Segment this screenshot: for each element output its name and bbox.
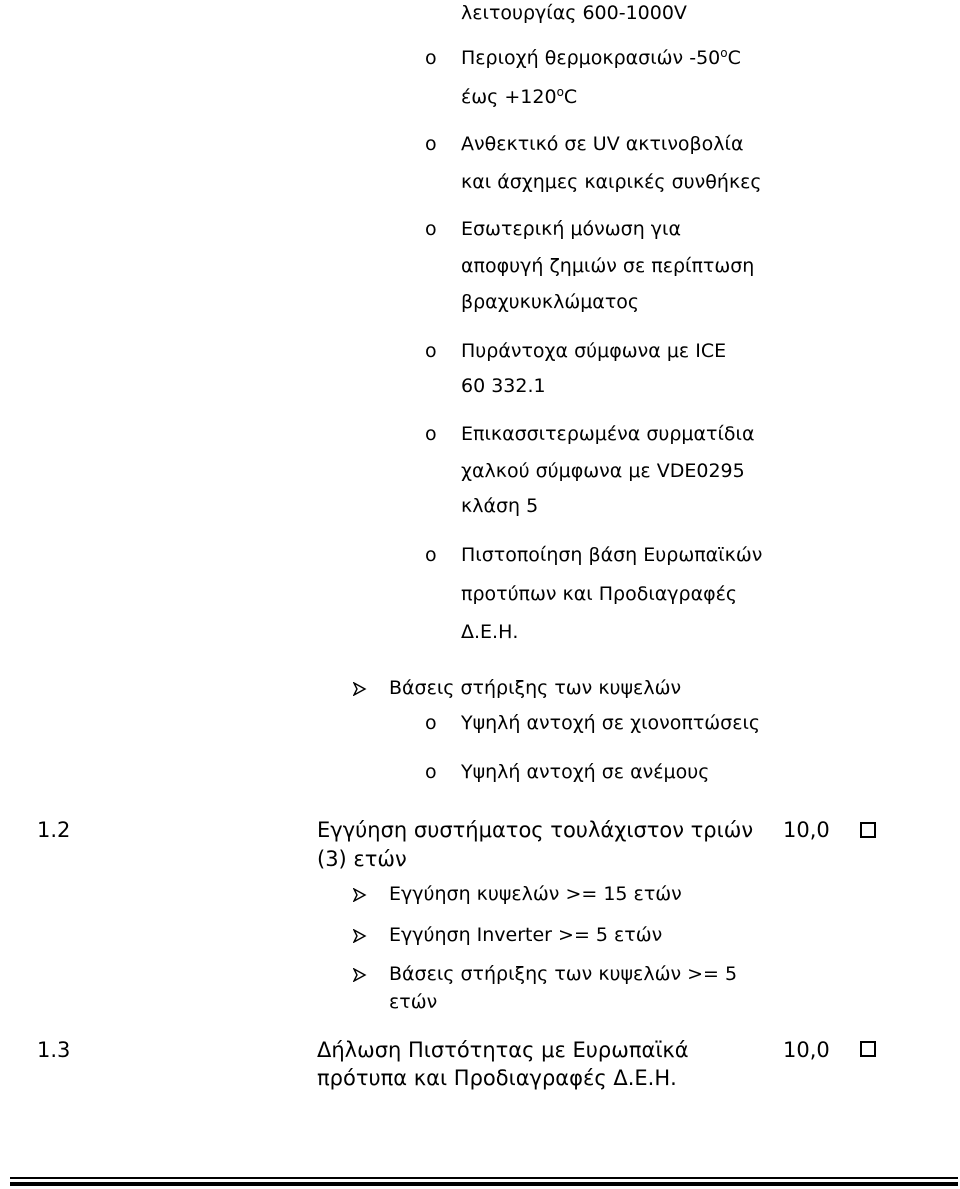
wire-line-3: κλάση 5 bbox=[461, 495, 539, 517]
warranty-mounting-line-2: ετών bbox=[389, 991, 438, 1013]
wire-line-1: Επικασσιτερωμένα συρματίδια bbox=[461, 423, 755, 445]
bullet-snow: o bbox=[425, 712, 437, 734]
insulation-line-2: αποφυγή ζημιών σε περίπτωση bbox=[461, 255, 755, 277]
cert-line-1: Πιστοποίηση βάση Ευρωπαϊκών bbox=[461, 544, 763, 566]
warranty-inverter: Εγγύηση Inverter >= 5 ετών bbox=[389, 924, 663, 946]
warranty-panels: Εγγύηση κυψελών >= 15 ετών bbox=[389, 883, 682, 905]
item-1-2-score: 10,0 bbox=[783, 818, 830, 842]
temp-line-1: Περιοχή θερμοκρασιών -50$^o$C bbox=[461, 46, 741, 69]
fire-line-2: 60 332.1 bbox=[461, 375, 546, 397]
item-1-3-score: 10,0 bbox=[783, 1038, 830, 1062]
bullet-temp: o bbox=[425, 47, 437, 69]
footer-rule-top bbox=[10, 1177, 958, 1179]
item-1-2-number: 1.2 bbox=[37, 818, 71, 842]
wire-line-2: χαλκού σύμφωνα με VDE0295 bbox=[461, 460, 745, 482]
arrowhead-bullet-icon bbox=[353, 888, 367, 902]
item-1-2-desc-line-1: Εγγύηση συστήματος τουλάχιστον τριών bbox=[317, 818, 754, 842]
temp-line-2: $έ\omega\varsigma +120^oC$ bbox=[461, 85, 578, 108]
item-1-2-checkbox[interactable] bbox=[860, 822, 876, 838]
mounting-title: Βάσεις στήριξης των κυψελών bbox=[389, 677, 682, 699]
bullet-fire: o bbox=[425, 340, 437, 362]
fire-line-1: Πυράντοχα σύμφωνα με ICE bbox=[461, 340, 727, 362]
arrowhead-bullet-icon bbox=[353, 929, 367, 943]
item-1-3-desc-line-1: Δήλωση Πιστότητας με Ευρωπαϊκά bbox=[317, 1038, 689, 1062]
bullet-insulation: o bbox=[425, 218, 437, 240]
bullet-wire: o bbox=[425, 423, 437, 445]
item-1-3-checkbox[interactable] bbox=[860, 1041, 876, 1057]
bullet-cert: o bbox=[425, 544, 437, 566]
item-1-3-desc-line-2: πρότυπα και Προδιαγραφές Δ.Ε.Η. bbox=[317, 1066, 677, 1090]
item-1-2-desc-line-2: (3) ετών bbox=[317, 847, 407, 871]
voltage-line: λειτουργίας 600-1000V bbox=[461, 2, 687, 24]
insulation-line-1: Εσωτερική μόνωση για bbox=[461, 218, 681, 240]
bullet-uv: o bbox=[425, 133, 437, 155]
uv-line-1: Ανθεκτικό σε UV ακτινοβολία bbox=[461, 133, 744, 155]
warranty-mounting-line-1: Βάσεις στήριξης των κυψελών >= 5 bbox=[389, 963, 738, 985]
uv-line-2: και άσχημες καιρικές συνθήκες bbox=[461, 171, 762, 193]
item-1-3-number: 1.3 bbox=[37, 1038, 71, 1062]
insulation-line-3: βραχυκυκλώματος bbox=[461, 291, 640, 313]
cert-line-3: Δ.Ε.Η. bbox=[461, 621, 519, 643]
arrowhead-bullet-icon bbox=[353, 682, 367, 696]
bullet-wind: o bbox=[425, 761, 437, 783]
footer-rule-bottom bbox=[10, 1182, 958, 1186]
mounting-wind: Υψηλή αντοχή σε ανέμους bbox=[461, 761, 710, 783]
mounting-snow: Υψηλή αντοχή σε χιονοπτώσεις bbox=[461, 712, 761, 734]
arrowhead-bullet-icon bbox=[353, 968, 367, 982]
cert-line-2: προτύπων και Προδιαγραφές bbox=[461, 583, 738, 605]
